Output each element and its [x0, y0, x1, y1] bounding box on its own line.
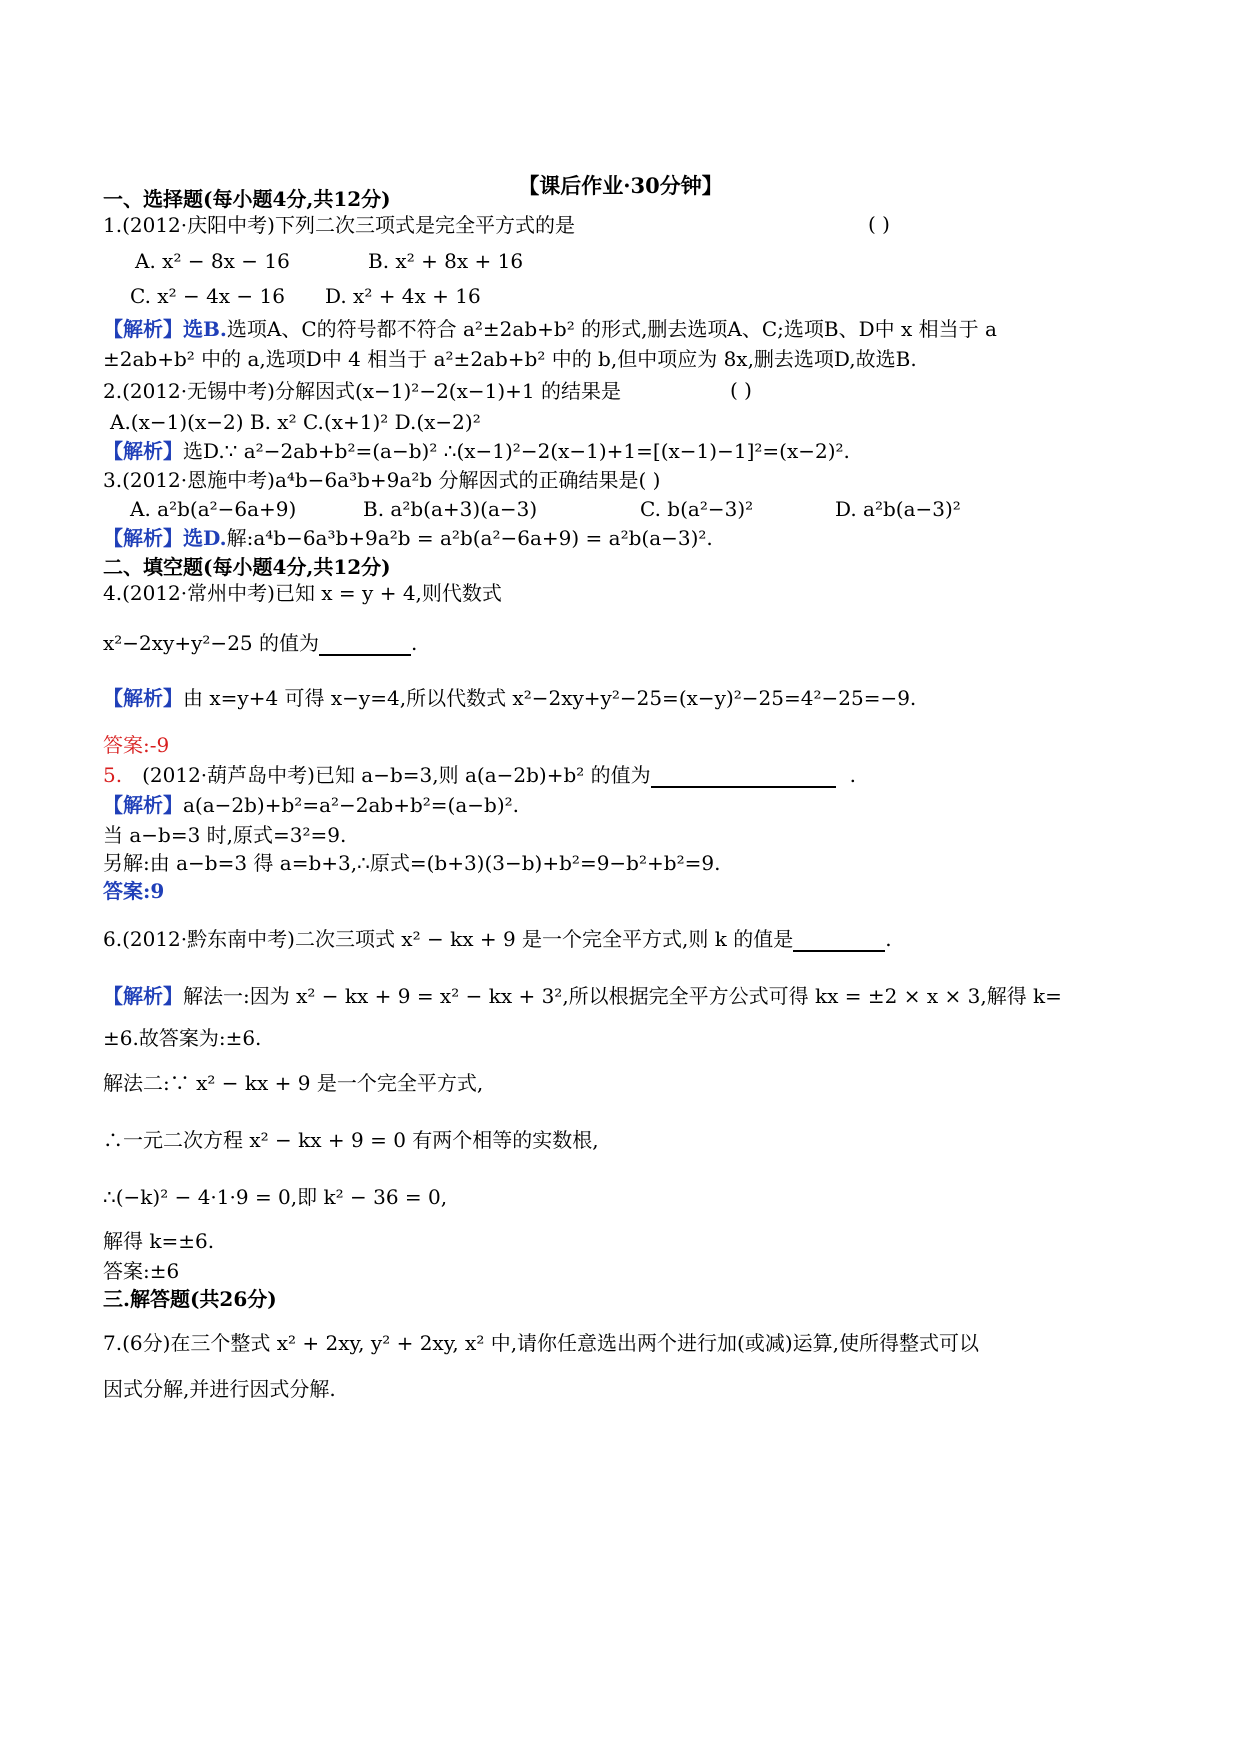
q4-expression: x²−2xy+y²−25 的值为: [103, 631, 319, 655]
q1-analysis-cont: ±2ab+b² 中的 a,选项D中 4 相当于 a²±2ab+b² 中的 b,但中项应为 8x,删去选项D,故选B.: [103, 347, 917, 371]
q2-answer-paren: ( ): [730, 378, 752, 402]
q3-option-a: A. a²b(a²−6a+9): [130, 497, 297, 521]
q2-analysis: [103, 438, 850, 464]
analysis-label: 【解析】: [103, 317, 183, 341]
analysis-text: 解法一:因为 x² − kx + 9 = x² − kx + 3²,所以根据完全平方公式可得 kx = ±2 × x × 3,解得 k=: [183, 984, 1062, 1008]
q3-stem: 3.(2012·恩施中考)a⁴b−6a³b+9a²b 分解因式的正确结果是( ): [103, 468, 661, 492]
q6-line-a: ∴一元二次方程 x² − kx + 9 = 0 有两个相等的实数根,: [103, 1128, 599, 1152]
q6-analysis: [103, 983, 1062, 1009]
q1-option-a: A. x² − 8x − 16: [135, 249, 290, 273]
q7-stem: 7.(6分)在三个整式 x² + 2xy, y² + 2xy, x² 中,请你任意选出两个进行加(或减)运算,使所得整式可以: [103, 1331, 980, 1355]
q1-stem: 1.(2012·庆阳中考)下列二次三项式是完全平方式的是: [103, 213, 575, 237]
analysis-label: 【解析】: [103, 984, 183, 1008]
q6-line-b: ∴(−k)² − 4·1·9 = 0,即 k² − 36 = 0,: [103, 1185, 448, 1209]
q6-stem-text: 6.(2012·黔东南中考)二次三项式 x² − kx + 9 是一个完全平方式,则 k 的值是: [103, 927, 794, 951]
q1-option-c: C. x² − 4x − 16: [130, 284, 285, 308]
q5-answer: 答案:9: [103, 879, 165, 903]
q2-stem: 2.(2012·无锡中考)分解因式(x−1)²−2(x−1)+1 的结果是: [103, 379, 622, 403]
analysis-text: 选D.∵ a²−2ab+b²=(a−b)² ∴(x−1)²−2(x−1)+1=[(x−1)−1]²=(x−2)².: [183, 439, 850, 463]
q6-answer: 答案:±6: [103, 1259, 180, 1283]
section-1-heading: 一、选择题(每小题4分,共12分): [103, 187, 391, 211]
q5-analysis: [103, 792, 519, 818]
q6-analysis-cont: ±6.故答案为:±6.: [103, 1026, 262, 1050]
analysis-label: 【解析】: [103, 793, 183, 817]
answer-blank: [319, 634, 411, 656]
q2-options: A.(x−1)(x−2) B. x² C.(x+1)² D.(x−2)²: [110, 410, 481, 434]
q4-stem-line2: x²−2xy+y²−25 的值为 .: [103, 631, 418, 655]
q3-option-d: D. a²b(a−3)²: [835, 497, 961, 521]
q1-answer-paren: ( ): [868, 212, 890, 236]
q6-method2: 解法二:∵ x² − kx + 9 是一个完全平方式,: [103, 1071, 484, 1095]
analysis-text: 选项A、C的符号都不符合 a²±2ab+b² 的形式,删去选项A、C;选项B、D中 x 相当于 a: [226, 317, 997, 341]
q5-number: 5.: [103, 763, 123, 787]
q1-option-b: B. x² + 8x + 16: [368, 249, 524, 273]
q6-stem: 6.(2012·黔东南中考)二次三项式 x² − kx + 9 是一个完全平方式,则 k 的值是 .: [103, 927, 892, 951]
section-2-heading: 二、填空题(每小题4分,共12分): [103, 555, 391, 579]
analysis-label: 【解析】: [103, 686, 183, 710]
answer-blank: [651, 766, 836, 788]
analysis-text: 由 x=y+4 可得 x−y=4,所以代数式 x²−2xy+y²−25=(x−y)²−25=4²−25=−9.: [183, 686, 917, 710]
analysis-choice: 选D.: [183, 526, 227, 550]
q6-line-c: 解得 k=±6.: [103, 1229, 215, 1253]
analysis-text: a(a−2b)+b²=a²−2ab+b²=(a−b)².: [183, 793, 520, 817]
q7-stem-line2: 因式分解,并进行因式分解.: [103, 1377, 336, 1401]
q3-option-b: B. a²b(a+3)(a−3): [363, 497, 538, 521]
analysis-label: 【解析】: [103, 526, 183, 550]
q5-analysis-line2: 当 a−b=3 时,原式=3²=9.: [103, 823, 347, 847]
analysis-text: 解:a⁴b−6a³b+9a²b = a²b(a²−6a+9) = a²b(a−3)².: [226, 526, 713, 550]
q5-stem: 5. (2012·葫芦岛中考)已知 a−b=3,则 a(a−2b)+b² 的值为 .: [103, 763, 857, 787]
answer-blank: [793, 930, 885, 952]
q3-option-c: C. b(a²−3)²: [640, 497, 754, 521]
analysis-label: 【解析】: [103, 439, 183, 463]
q1-analysis: [103, 316, 997, 342]
q4-analysis: [103, 685, 916, 711]
page-title: 【课后作业·30分钟】: [518, 173, 723, 198]
section-3-heading: 三.解答题(共26分): [103, 1287, 277, 1311]
q4-answer: 答案:-9: [103, 733, 170, 757]
q5-stem-text: (2012·葫芦岛中考)已知 a−b=3,则 a(a−2b)+b² 的值为: [142, 763, 651, 787]
q4-stem: 4.(2012·常州中考)已知 x = y + 4,则代数式: [103, 581, 502, 605]
analysis-choice: 选B.: [183, 317, 227, 341]
q3-analysis: [103, 525, 713, 551]
q5-analysis-line3: 另解:由 a−b=3 得 a=b+3,∴原式=(b+3)(3−b)+b²=9−b²+b²=9.: [103, 851, 721, 875]
q1-option-d: D. x² + 4x + 16: [325, 284, 481, 308]
